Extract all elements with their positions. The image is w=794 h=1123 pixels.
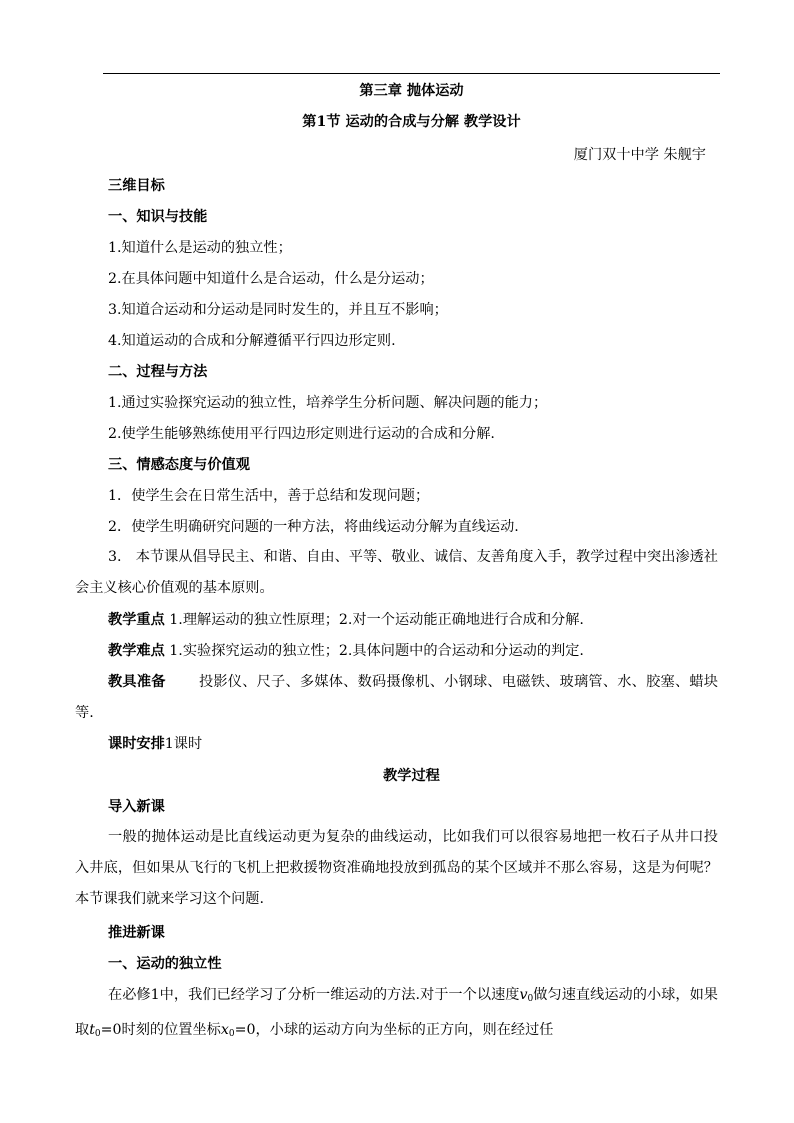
- process-title: 教学过程: [383, 768, 440, 784]
- key-points-line: [108, 612, 584, 628]
- key-points-text: 1.理解运动的独立性原理；2.对一个运动能正确地进行合成和分解.: [169, 612, 584, 628]
- intro-heading: 导入新课: [108, 799, 165, 815]
- schedule-line: [108, 736, 202, 752]
- process-item: 2.使学生能够熟练使用平行四边形定则进行运动的合成和分解.: [108, 426, 495, 442]
- knowledge-heading: 一、知识与技能: [108, 209, 208, 225]
- new-lesson-heading: 推进新课: [108, 925, 165, 941]
- t0-symbol: t: [89, 1022, 95, 1038]
- v0-subscript: 0: [527, 994, 534, 1004]
- schedule-label: 课时安排: [108, 736, 165, 752]
- text-segment: 做匀速直线运动的小球，如果取: [75, 987, 718, 1038]
- attitude-heading: 三、情感态度与价值观: [108, 457, 250, 473]
- key-points-label: 教学重点: [108, 612, 165, 628]
- objectives-heading: 三维目标: [108, 178, 165, 194]
- author-line: 厦门双十中学 朱舰宇: [573, 147, 706, 163]
- text-segment: 在必修1中，我们已经学习了分析一维运动的方法.对于一个以速度: [108, 987, 520, 1003]
- independence-paragraph: [75, 980, 718, 1050]
- equipment-label: 教具准备: [108, 674, 166, 690]
- process-item: 1.通过实验探究运动的独立性，培养学生分析问题、解决问题的能力；: [108, 395, 548, 411]
- equipment-text: 投影仪、尺子、多媒体、数码摄像机、小钢球、电磁铁、玻璃管、水、胶塞、蜡块等.: [75, 674, 718, 721]
- difficulties-label: 教学难点: [108, 643, 165, 659]
- schedule-text: 1课时: [164, 736, 203, 752]
- knowledge-item: 1.知道什么是运动的独立性；: [108, 240, 292, 256]
- v0-symbol: v: [519, 987, 528, 1003]
- chapter-title: 第三章 抛体运动: [359, 83, 464, 99]
- attitude-item: 3. 本节课从倡导民主、和谐、自由、平等、敬业、诚信、友善角度入手，教学过程中突出渗透社会主义核心价值观的基本原则。: [75, 549, 718, 596]
- attitude-item: 1．使学生会在日常生活中，善于总结和发现问题；: [108, 488, 430, 504]
- knowledge-item: 3.知道合运动和分运动是同时发生的，并且互不影响；: [108, 302, 448, 318]
- text-segment: =0，小球的运动方向为坐标的正方向，则在经过任: [234, 1022, 554, 1038]
- knowledge-item: 2.在具体问题中知道什么是合运动，什么是分运动；: [108, 271, 434, 287]
- section-title: 第1节 运动的合成与分解 教学设计: [302, 114, 521, 130]
- process-heading: 二、过程与方法: [108, 364, 208, 380]
- header-rule: [103, 73, 720, 74]
- difficulties-line: [108, 643, 584, 659]
- x0-subscript: 0: [228, 1029, 235, 1039]
- difficulties-text: 1.实验探究运动的独立性；2.具体问题中的合运动和分运动的判定.: [169, 643, 584, 659]
- independence-heading: 一、运动的独立性: [108, 956, 222, 972]
- text-segment: =0时刻的位置坐标: [100, 1022, 221, 1038]
- intro-paragraph: 一般的抛体运动是比直线运动更为复杂的曲线运动，比如我们可以很容易地把一枚石子从井口投入井底，但如果从飞行的飞机上把救援物资准确地投放到孤岛的某个区域并不那么容易，这是为何呢？本节课我们就来学习这个问题.: [75, 829, 718, 907]
- knowledge-item: 4.知道运动的合成和分解遵循平行四边形定则.: [108, 333, 396, 349]
- attitude-item: 2．使学生明确研究问题的一种方法，将曲线运动分解为直线运动.: [108, 519, 519, 535]
- x0-symbol: x: [220, 1022, 229, 1038]
- t0-subscript: 0: [94, 1029, 101, 1039]
- equipment-line: [75, 667, 718, 729]
